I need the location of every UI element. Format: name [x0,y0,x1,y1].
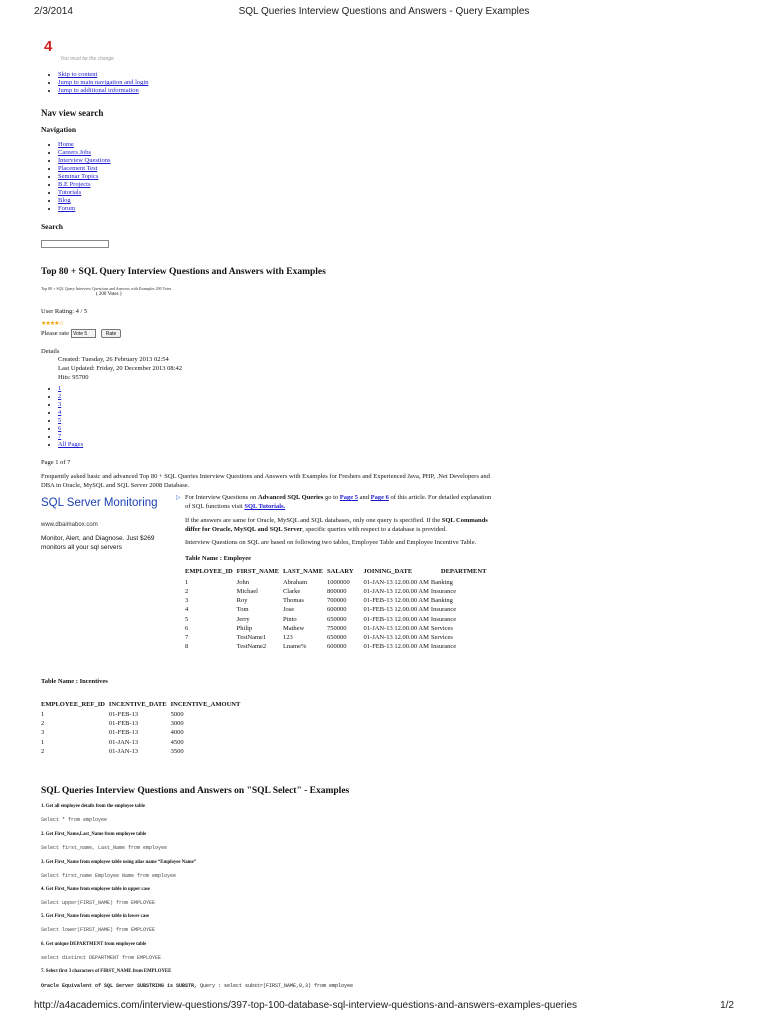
table-cell: 01-FEB-13 12.00.00 AM [363,615,429,623]
page-navigation [44,385,83,449]
table-cell: 3 [185,597,189,605]
details-label: Details [41,348,60,355]
print-header [34,5,734,19]
column-header: INCENTIVE_DATE [108,701,167,708]
main-navigation [44,141,111,213]
table-header-row [39,701,242,710]
page-link-7[interactable]: 7 [58,433,62,440]
table-cell: 6 [185,624,189,632]
table-cell: Insurance [430,615,457,623]
nav-link-careers-jobs[interactable]: Careers Jobs [58,149,92,156]
page-item [58,393,83,401]
question-text: 1. Get all employee details from the employee table [41,804,145,809]
table-cell: Insurance [430,643,457,651]
column-header: DEPARTMENT [440,568,487,575]
created-date: Created: Tuesday, 26 February 2013 02:54 [58,356,169,363]
employee-table-body [183,578,488,652]
nav-item [58,205,111,213]
page-link-all[interactable]: All Pages [58,441,84,448]
sql-tutorials-link[interactable]: SQL Tutorials. [244,502,286,510]
nav-item [58,173,111,181]
table-cell: 1 [41,710,45,718]
column-header: FIRST_NAME [236,568,279,575]
question-text: 3. Get First_Name from employee table using alias name “Employee Name” [41,860,197,865]
nav-link-interview-questions[interactable]: Interview Questions [58,157,111,164]
page-item [58,441,83,449]
table-row [183,642,488,651]
skip-link-item [58,71,148,79]
nav-link-tutorials[interactable]: Tutorials [58,189,82,196]
jump-to-nav-link[interactable]: Jump to main navigation and login [58,79,149,86]
nav-link-placement-test[interactable]: Placement Test [58,165,98,172]
query-code: select distinct DEPARTMENT from EMPLOYEE [41,955,162,961]
table-cell: 7 [185,633,189,641]
page-6-link[interactable]: Page 6 [370,494,389,501]
rate-button[interactable]: Rate [101,329,121,338]
table-cell: 01-JAN-13 12.00.00 AM [363,633,429,641]
table-cell: 700000 [327,597,347,605]
page-item [58,425,83,433]
text-span: go to [323,494,340,501]
table-cell: TestName2 [236,643,267,651]
page-item [58,433,83,441]
vote-select[interactable]: Vote 5 [71,329,96,338]
table-cell: Thomas [282,597,304,605]
text-bold: SQL Commands differ for Oracle, MySQL and SQL Server [185,517,488,533]
table-cell: Banking [430,578,453,586]
page-item [58,409,83,417]
ad-choices-icon[interactable]: ▷ [176,495,181,501]
table-cell: 01-FEB-13 [108,710,139,718]
print-page-number: 1/2 [720,1000,734,1011]
table-cell: Pinto [282,615,297,623]
table-row [183,587,488,596]
column-header: EMPLOYEE_REF_ID [41,701,105,708]
table-cell: 2 [41,720,45,728]
table-cell: 650000 [327,615,347,623]
table-cell: 3000 [170,720,184,728]
table-row [183,633,488,642]
column-header: SALARY [327,568,354,575]
ad-body: Monitor, Alert, and Diagnose. Just $269 monitors all your sql servers [41,534,155,551]
search-heading: Search [41,222,63,231]
table-cell: 2 [185,587,189,595]
column-header: INCENTIVE_AMOUNT [170,701,241,708]
query-code: Select lower(FIRST_NAME) from EMPLOYEE [41,927,156,933]
print-title: SQL Queries Interview Questions and Answers - Query Examples [238,6,530,17]
nav-link-forum[interactable]: Forum [58,205,76,212]
oracle-note-query: Query : select substr(FIRST_NAME,0,3) from employee [197,983,354,989]
table-row [39,747,242,756]
table-cell: 01-JAN-13 12.00.00 AM [363,578,429,586]
employee-table-label: Table Name : Employee [185,555,252,562]
text-span: For Interview Questions on [185,494,258,501]
nav-item [58,181,111,189]
oracle-substr-note [41,983,353,990]
nav-link-seminar-topics[interactable]: Seminar Topics [58,173,99,180]
table-cell: Services [430,624,453,632]
page-link-4[interactable]: 4 [58,409,62,416]
article-title-small: Top 80 + SQL Query Interview Questions and Answers with Examples 200 Votes [41,286,172,291]
jump-to-info-link[interactable]: Jump to additional information [58,87,139,94]
advanced-queries-paragraph [185,494,496,512]
tables-intro-paragraph: Interview Questions on SQL are based on following two tables, Employee Table and Employee Incentive Table. [185,539,477,546]
table-row [183,615,488,624]
nav-link-be-projects[interactable]: B.E Projects [58,181,91,188]
nav-link-home[interactable]: Home [58,141,74,148]
table-cell: 1000000 [327,578,350,586]
site-logo[interactable] [44,38,114,62]
page-link-2[interactable]: 2 [58,393,62,400]
text-span: , specific queries with respect to a database is provided. [302,525,447,533]
text-span: If the answers are same for Oracle, MySQL and SQL databases, only one query is specified. If the [185,517,442,524]
employee-table [183,568,488,651]
table-row [39,719,242,728]
table-cell: 01-FEB-13 12.00.00 AM [363,606,429,614]
page-link-1[interactable]: 1 [58,385,62,392]
article-title: Top 80 + SQL Query Interview Questions and Answers with Examples [41,267,326,277]
column-header: EMPLOYEE_ID [185,568,233,575]
table-row [183,578,488,587]
table-cell: Jose [282,606,295,614]
table-cell: 01-FEB-13 [108,720,139,728]
table-cell: 750000 [327,624,347,632]
print-date: 2/3/2014 [34,6,73,17]
sql-select-section-title: SQL Queries Interview Questions and Answers on "SQL Select" - Examples [41,786,350,796]
page-5-link[interactable]: Page 5 [339,494,358,501]
incentive-table-label: Table Name : Incentives [41,678,108,685]
column-header: JOINING_DATE [363,568,413,575]
ad-url: www.dbaimabox.com [41,521,98,528]
question-text: 6. Get unique DEPARTMENT from employee table [41,942,147,947]
page-link-6[interactable]: 6 [58,425,62,432]
table-cell: Clarke [282,587,301,595]
table-cell: 3500 [170,747,184,755]
table-cell: Services [430,633,453,641]
page-item [58,401,83,409]
table-cell: Roy [236,597,248,605]
navigation-heading: Navigation [41,125,77,134]
column-header: LAST_NAME [282,568,324,575]
incentive-table [39,701,242,756]
table-row [183,596,488,605]
table-header-row [183,568,488,578]
table-cell: Jerry [236,615,250,623]
details-list [58,356,182,382]
page-link-5[interactable]: 5 [58,417,62,424]
table-row [183,605,488,614]
updated-date: Last Updated: Friday, 20 December 2013 08:42 [58,364,182,372]
user-rating: User Rating: 4 / 5 [41,308,88,315]
skip-to-content-link[interactable]: Skip to content [58,71,98,78]
table-cell: Michael [236,587,258,595]
question-text: 7. Select first 3 characters of FIRST_NAME from EMPLOYEE [41,969,172,974]
print-footer [34,999,734,1013]
table-cell: 600000 [327,606,347,614]
nav-item [58,141,111,149]
table-cell: 4500 [170,738,184,746]
question-text: 5. Get First_Name from employee table in lower case [41,914,150,919]
query-code: Select first_name Employee Name from employee [41,873,177,879]
nav-view-search-heading: Nav view search [41,108,104,118]
table-cell: 01-JAN-13 [108,738,139,746]
table-cell: 2 [41,747,45,755]
table-cell: Banking [430,597,453,605]
advertisement[interactable] [41,496,176,556]
table-cell: 4000 [170,729,184,737]
table-cell: Lname% [282,643,307,651]
table-cell: 5 [185,615,189,623]
table-cell: Insurance [430,587,457,595]
table-cell: 8 [185,643,189,651]
table-row [39,728,242,737]
table-cell: 1 [185,578,189,586]
star-rating-icon: ★★★★☆ [41,321,63,327]
page-item [58,417,83,425]
article-intro: Frequently asked basic and advanced Top 80 + SQL Queries Interview Questions and Answers with Examples for Freshers and Experienced Java, PHP, .Net Developers and DBA in Oracle, MySQL and SQL Server 2008 Database. [41,473,490,489]
table-cell: 4 [185,606,189,614]
nav-item [58,189,111,197]
nav-item [58,157,111,165]
table-cell: 3 [41,729,45,737]
page-item [58,385,83,393]
question-text: 4. Get First_Name from employee table in upper case [41,887,150,892]
table-cell: Tom [236,606,249,614]
hit-count: Hits: 95700 [58,373,89,381]
please-rate-label: Please rate [41,330,69,337]
nav-item [58,197,111,205]
nav-item [58,149,111,157]
table-row [183,624,488,633]
table-cell: Mathew [282,624,305,632]
search-input[interactable] [41,240,109,248]
table-cell: 01-FEB-13 12.00.00 AM [363,643,429,651]
oracle-note-bold: Oracle Equivalent of SQL Server SUBSTRING is SUBSTR, [41,983,198,989]
table-cell: John [236,578,249,586]
logo-tagline: You must be the change [60,56,114,62]
query-code: Select upper(FIRST_NAME) from EMPLOYEE [41,900,156,906]
table-cell: 800000 [327,587,347,595]
text-span: and [357,494,371,501]
table-cell: 01-JAN-13 [108,747,139,755]
ad-title: SQL Server Monitoring [41,497,158,509]
text-span: of this article. For detailed explanation of SQL functions visit [185,494,492,510]
table-cell: Philip [236,624,253,632]
table-cell: TestName1 [236,633,267,641]
database-note-paragraph [185,517,496,535]
nav-link-blog[interactable]: Blog [58,197,71,204]
logo-mark: 4 [44,38,53,55]
table-cell: 01-FEB-13 12.00.00 AM [363,597,429,605]
query-code: Select * from employee [41,817,108,823]
nav-item [58,165,111,173]
table-cell: 1 [41,738,45,746]
table-row [39,738,242,747]
skip-links [44,71,148,95]
page-of-label: Page 1 of 7 [41,459,71,466]
table-cell: 01-JAN-13 12.00.00 AM [363,587,429,595]
table-cell: 600000 [327,643,347,651]
table-cell: 5000 [170,710,184,718]
vote-count: ( 200 Votes ) [96,292,122,297]
query-code: Select first_name, Last_Name from employee [41,845,168,851]
table-cell: 123 [282,633,293,641]
table-cell: Insurance [430,606,457,614]
skip-link-item [58,87,148,95]
skip-link-item [58,79,148,87]
text-bold: Advanced SQL Queries [257,494,324,501]
table-cell: 01-JAN-13 12.00.00 AM [363,624,429,632]
question-text: 2. Get First_Name,Last_Name from employee table [41,832,147,837]
print-url: http://a4academics.com/interview-questions/397-top-100-database-sql-interview-questions-and-answers-examples-queries [34,1000,578,1011]
incentive-table-body [39,710,242,756]
page-link-3[interactable]: 3 [58,401,62,408]
table-cell: 650000 [327,633,347,641]
table-cell: Abraham [282,578,308,586]
table-row [39,710,242,719]
table-cell: 01-FEB-13 [108,729,139,737]
